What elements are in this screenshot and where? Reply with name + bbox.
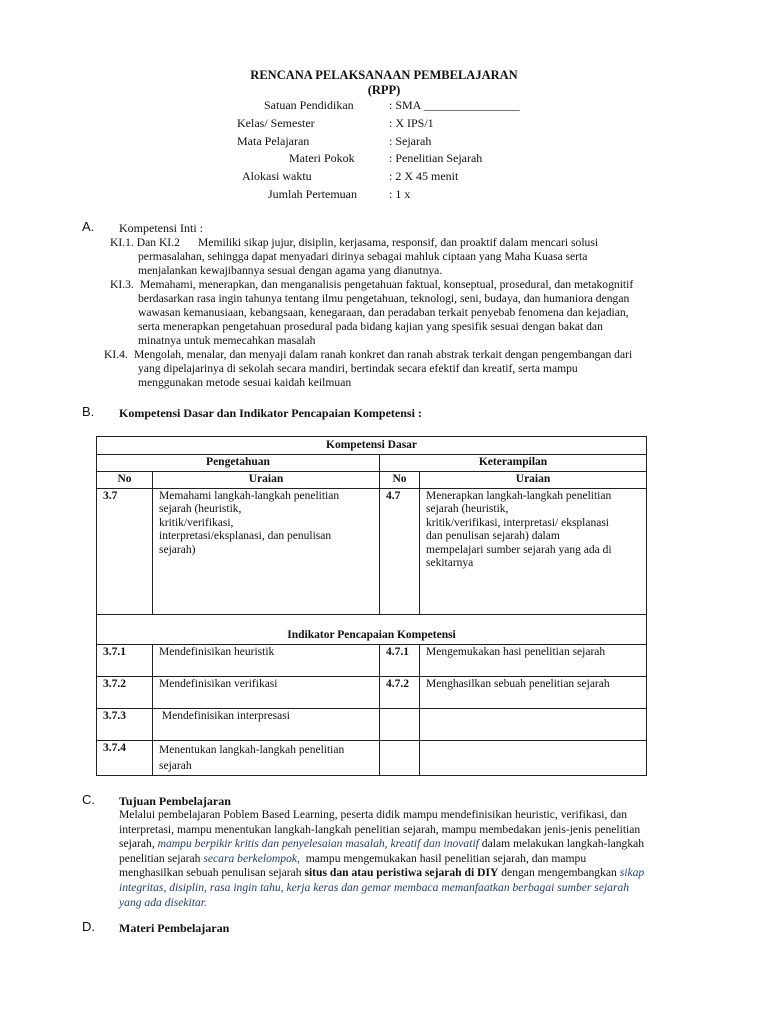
tujuan-line: integritas, disiplin, rasa ingin tahu, kerja keras dan gemar membaca memanfaatkan berbagai sumber sejarah xyxy=(119,880,630,894)
ki-line: minatnya untuk memecahkan masalah xyxy=(138,334,316,347)
ki-line: permasalahan, sehingga dapat menyadari dirinya sebagai mahluk ciptaan yang Maha Kuasa serta xyxy=(138,250,588,263)
ki-number: KI.4. xyxy=(104,348,128,361)
ki-line: Memiliki sikap jujur, disiplin, kerjasama, responsif, dan proaktif dalam mencari solusi xyxy=(198,236,599,249)
ki-line: Memahami, menerapkan, dan menganalisis pengetahuan faktual, konseptual, prosedural, dan metakognitif xyxy=(140,278,634,291)
section-d-letter: D. xyxy=(82,919,95,934)
indikator-number: 3.7.4 xyxy=(97,740,153,775)
info-row xyxy=(0,116,768,133)
tujuan-text: sejarah, xyxy=(119,837,158,851)
info-label: Mata Pelajaran xyxy=(237,134,310,148)
kd-line: sejarah) xyxy=(159,543,196,556)
tujuan-text: mampu mengemukakan hasil penelitian sejarah, dan mampu xyxy=(299,851,587,865)
kd-number: 4.7 xyxy=(380,488,420,614)
kd-line: interpretasi/eksplanasi, dan penulisan xyxy=(159,530,332,542)
kd-line: Menerapkan langkah-langkah penelitian xyxy=(426,489,612,502)
indikator-text: Menentukan langkah-langkah penelitian sejarah xyxy=(153,740,380,775)
indikator-text: Mendefinisikan interpresasi xyxy=(153,708,380,740)
indikator-number: 4.7.2 xyxy=(380,676,420,708)
kd-line: Memahami langkah-langkah penelitian xyxy=(159,489,340,502)
indikator-text: Mendefinisikan heuristik xyxy=(153,644,380,676)
tujuan-text: dalam melakukan langkah-langkah xyxy=(478,837,645,851)
ki-line: serta menerapkan pengetahuan prosedural pada bidang kajian yang spesifik sesuai dengan bakat dan xyxy=(138,320,603,333)
tujuan-line xyxy=(119,837,699,852)
ki-line: yang dipelajarinya di sekolah secara mandiri, bertindak secara efektif dan kreatif, serta mampu xyxy=(138,362,578,375)
tujuan-text: dengan mengembangkan xyxy=(498,866,620,880)
tujuan-line xyxy=(119,866,699,881)
tujuan-text: menghasilkan sebuah penulisan sejarah xyxy=(119,866,305,880)
tujuan-bold: situs dan atau peristiwa sejarah di DIY xyxy=(304,866,499,880)
tujuan-text: penelitian sejarah xyxy=(119,851,204,865)
tujuan-highlight: mampu berpikir kritis dan penyelesaian masalah, kreatif dan inovatif xyxy=(157,837,479,851)
section-a-title: Kompetensi Inti : xyxy=(119,221,203,235)
indikator-text: Mengemukakan hasi penelitian sejarah xyxy=(420,644,647,676)
col-uraian-header: Uraian xyxy=(420,472,647,489)
info-label: Kelas/ Semester xyxy=(237,116,315,130)
section-b-letter: B. xyxy=(82,404,95,419)
tujuan-line: interpretasi, mampu menentukan langkah-langkah penelitian sejarah, mampu membedakan jenis-jenis penelitian xyxy=(119,822,641,836)
document-title: RENCANA PELAKSANAAN PEMBELAJARAN xyxy=(250,68,518,82)
col-no-header: No xyxy=(97,472,153,489)
indikator-text: Menghasilkan sebuah penelitian sejarah xyxy=(420,676,647,708)
tujuan-line xyxy=(119,852,699,867)
indikator-number: 3.7.2 xyxy=(97,676,153,708)
ki-number: KI.3. xyxy=(110,278,134,291)
tujuan-highlight: sikap xyxy=(619,866,645,880)
indikator-number xyxy=(380,708,420,740)
ki-line: wawasan kemanusiaan, kebangsaan, kenegaraan, dan peradaban terkait penyebab fenomena dan kejadian, xyxy=(138,306,629,319)
info-value: : SMA ________________ xyxy=(389,98,520,112)
tujuan-line: yang ada disekitar. xyxy=(119,895,207,909)
ki-line: Mengolah, menalar, dan menyaji dalam ranah konkret dan ranah abstrak terkait dengan pengembangan dari xyxy=(134,348,633,361)
info-row xyxy=(0,151,768,168)
indikator-number: 4.7.1 xyxy=(380,644,420,676)
ki-line: menjalankan kewajibannya sesuai dengan agama yang dianutnya. xyxy=(138,264,443,277)
tujuan-highlight: secara berkelompok, xyxy=(203,851,300,865)
kd-description xyxy=(153,488,380,614)
ki-line: berdasarkan rasa ingin tahunya tentang ilmu pengetahuan, teknologi, seni, budaya, dan humaniora dengan xyxy=(138,292,630,305)
info-value: : X IPS/1 xyxy=(389,116,434,130)
kd-line: kritik/verifikasi, xyxy=(159,516,234,529)
indikator-header: Indikator Pencapaian Kompetensi xyxy=(97,614,647,644)
indikator-number xyxy=(380,740,420,775)
section-b-title: Kompetensi Dasar dan Indikator Pencapaian Kompetensi : xyxy=(119,406,422,420)
info-label: Satuan Pendidikan xyxy=(264,98,354,112)
kd-line: kritik/verifikasi, interpretasi/ eksplanasi xyxy=(426,516,609,529)
section-c-letter: C. xyxy=(82,792,95,807)
kd-line: sejarah (heuristik, xyxy=(159,503,242,515)
keterampilan-header: Keterampilan xyxy=(380,455,647,472)
info-value: : Sejarah xyxy=(389,134,432,148)
kd-description xyxy=(420,488,647,614)
indikator-text xyxy=(420,708,647,740)
info-label: Jumlah Pertemuan xyxy=(268,187,357,201)
section-d-title: Materi Pembelajaran xyxy=(119,921,230,935)
pengetahuan-header: Pengetahuan xyxy=(97,455,380,472)
info-value: : 1 x xyxy=(389,187,411,201)
kd-line: sekitarnya xyxy=(426,557,474,569)
section-a-letter: A. xyxy=(82,219,95,234)
col-uraian-header: Uraian xyxy=(153,472,380,489)
ki-number: KI.1. Dan KI.2 xyxy=(110,236,180,249)
info-row xyxy=(0,134,768,151)
kompetensi-table xyxy=(96,436,647,776)
kd-line: dan penulisan sejarah) dalam xyxy=(426,530,560,542)
col-no-header: No xyxy=(380,472,420,489)
ki-line: menggunakan metode sesuai kaidah keilmuan xyxy=(138,376,352,389)
kd-number: 3.7 xyxy=(97,488,153,614)
indikator-text xyxy=(420,740,647,775)
indikator-number: 3.7.3 xyxy=(97,708,153,740)
info-value: : Penelitian Sejarah xyxy=(389,151,483,165)
kd-line: mempelajari sumber sejarah yang ada di xyxy=(426,543,612,556)
ki-item xyxy=(110,236,710,280)
info-label: Alokasi waktu xyxy=(242,169,312,183)
info-value: : 2 X 45 menit xyxy=(389,169,459,183)
tujuan-paragraph xyxy=(119,808,699,910)
section-c-title: Tujuan Pembelajaran xyxy=(119,794,231,808)
info-row xyxy=(0,187,768,204)
info-row xyxy=(0,169,768,186)
kd-line: sejarah (heuristik, xyxy=(426,503,509,515)
ki-item xyxy=(110,278,710,350)
indikator-text: Mendefinisikan verifikasi xyxy=(153,676,380,708)
tujuan-line: Melalui pembelajaran Poblem Based Learning, peserta didik mampu mendefinisikan heuristic, verifikasi, dan xyxy=(119,808,628,821)
table-header: Kompetensi Dasar xyxy=(97,437,647,455)
info-label: Materi Pokok xyxy=(289,151,355,165)
info-row xyxy=(0,98,768,115)
indikator-number: 3.7.1 xyxy=(97,644,153,676)
ki-item xyxy=(104,348,714,392)
document-subtitle: (RPP) xyxy=(367,83,401,97)
